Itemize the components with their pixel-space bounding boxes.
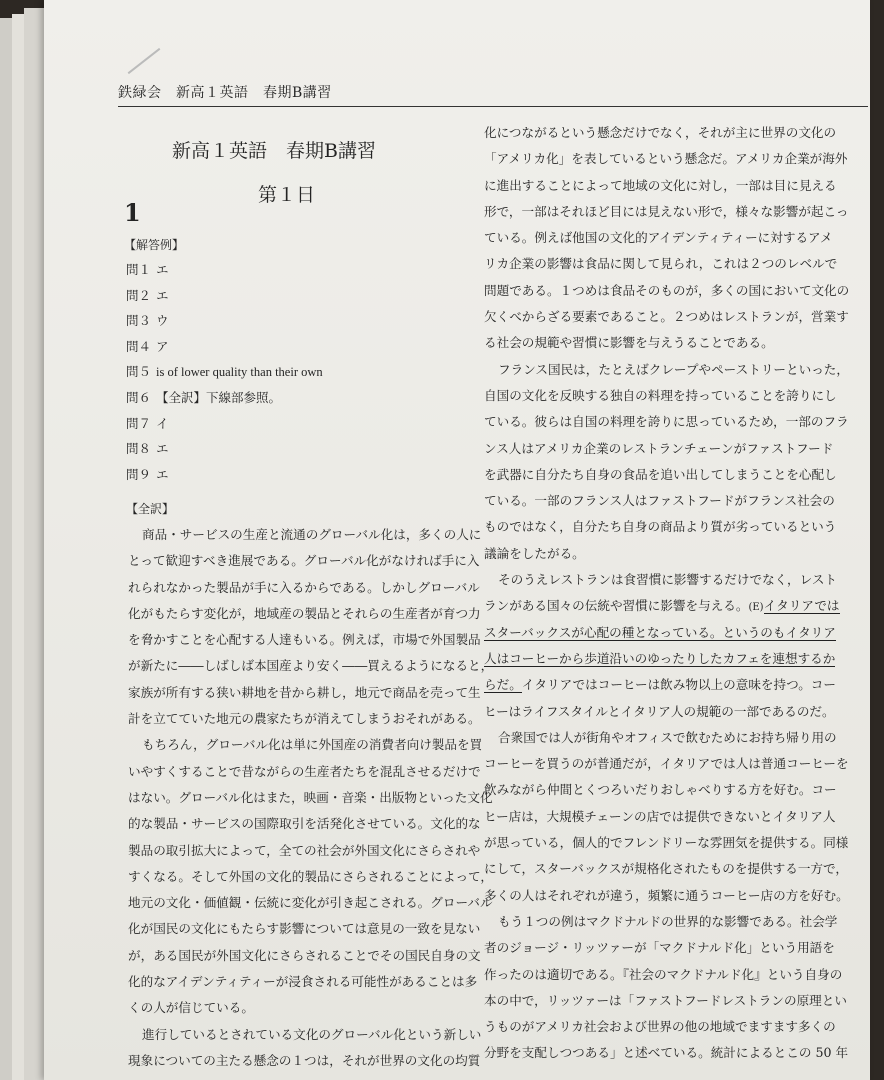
text-line: ヒーはライフスタイルとイタリア人の規範の一部であるのだ。 [484, 703, 835, 719]
text-line: 化がもたらす変化が，地域産の製品とそれらの生産者が育つ力 [128, 605, 481, 621]
text-line: を武器に自分たち自身の食品を追い出してしまうことを心配し [484, 466, 837, 482]
text-line: 進行しているとされている文化のグローバル化という新しい [142, 1026, 482, 1042]
text-line: フランス国民は，たとえばクレープやペーストリーといった， [498, 361, 849, 377]
text-line: にして，スターバックスが規格化されたものを提供する一方で， [484, 861, 848, 877]
answer-item: 問９ エ [126, 466, 169, 482]
text-line: とって歓迎すべき進展である。グローバル化がなければ手に入 [128, 553, 480, 569]
text-line: 化につながるという懸念だけでなく，それが主に世界の文化の [484, 125, 837, 140]
text-line: 地元の文化・価値観・伝統に変化が引き起こされる。グローバル [128, 895, 493, 911]
text-line: そのうえレストランは食習慣に影響するだけでなく，レスト [498, 572, 838, 588]
day-heading: 第１日 [258, 184, 316, 206]
text-line: に進出することによって地域の文化に対し，一部は目に見える [484, 177, 837, 193]
text-line: ものではなく，自分たち自身の商品より質が劣っているという [484, 519, 837, 535]
answer-item: 問７ イ [126, 415, 169, 431]
text-line: ヒー店は，大規模チェーンの店では提供できないとイタリア人 [484, 808, 836, 824]
section-number: 1 [124, 198, 141, 227]
text-line: 作ったのは適切である。『社会のマクドナルド化』という自身の [484, 966, 843, 982]
text-line: ている。一部のフランス人はファストフードがフランス社会の [484, 493, 835, 509]
text-line: 多くの人はそれぞれが違う，頻繁に通うコーヒー店の方を好む。 [484, 887, 849, 903]
text-line: 「アメリカ化」を表しているという懸念だ。アメリカ企業が海外 [484, 151, 848, 167]
text-line: が新たに――しばしば本国産より安く――買えるようになると， [128, 658, 494, 674]
text-line: リカ企業の影響は食品に関して見られ，これは２つのレベルで [484, 256, 838, 272]
text-line: 議論をしたがる。 [484, 545, 585, 561]
text-line: 化的なアイデンティティーが浸食される可能性があることは多 [128, 974, 478, 990]
answer-item: 問６ 【全訳】下線部参照。 [126, 389, 282, 405]
text-line: 問題である。１つめは食品そのものが，多くの国において文化の [484, 282, 850, 298]
document-page [44, 0, 870, 1080]
text-line: 商品・サービスの生産と流通のグローバル化は，多くの人に [142, 527, 482, 542]
text-line [484, 620, 866, 646]
text-line: 分野を支配しつつある」と述べている。統計によるとこの 50 年 [484, 1045, 849, 1061]
text-line: 飲みながら仲間とくつろいだりおしゃべりする方を好む。コー [484, 782, 837, 798]
text-line: 合衆国では人が街角やオフィスで飲むためにお持ち帰り用の [498, 729, 837, 745]
text-line: ている。例えば他国の文化的アイデンティティーに対するアメ [484, 230, 833, 246]
text-line: もちろん，グローバル化は単に外国産の消費者向け製品を買 [142, 737, 483, 753]
text-line: が思っている，個人的でフレンドリーな雰囲気を提供する。同様 [484, 835, 849, 851]
text-line: いやすくすることで昔ながらの生産者たちを混乱させるだけで [128, 763, 481, 779]
text-line: 自国の文化を反映する独自の料理を持っていることを誇りにし [484, 387, 837, 403]
answer-item: 問５ is of lower quality than their own [126, 364, 323, 380]
answer-item: 問１ エ [126, 262, 169, 277]
text-line: 欠くべからざる要素であること。２つめはレストランが，営業す [484, 309, 849, 325]
text-line: 計を立てていた地元の農家たちが消えてしまうおそれがある。 [128, 711, 481, 727]
text-line: ンス人はアメリカ企業のレストランチェーンがファストフード [484, 440, 834, 456]
underlined-text: イタリアでは [763, 598, 840, 614]
text-line: が，ある国民が外国文化にさらされることでその国民自身の文 [128, 947, 481, 963]
answer-list [126, 260, 323, 490]
answer-label: 【解答例】 [124, 238, 185, 252]
text-line: 製品の取引拡大によって，全ての社会が外国文化にさらされや [128, 842, 481, 858]
answer-item: 問８ エ [126, 441, 169, 457]
text-line: れられなかった製品が手に入るからである。しかしグローバル [128, 579, 480, 595]
text-line: 現象についての主たる懸念の１つは，それが世界の文化の均質 [128, 1052, 481, 1068]
text-line: 的な製品・サービスの国際取引を活発化させている。文化的な [128, 816, 481, 832]
underlined-text: らだ。 [484, 677, 522, 693]
right-column-text [484, 120, 866, 1067]
answer-item: 問４ ア [126, 338, 169, 354]
answer-item: 問２ エ [126, 287, 169, 303]
text-line: 家族が所有する狭い耕地を昔から耕し，地元で商品を売って生 [128, 684, 481, 700]
text-line: 形で，一部はそれほど目には見えない形で，様々な影響が起こっ [484, 203, 849, 219]
left-column-text [128, 522, 504, 1074]
header-text: 鉄緑会 新高１英語 春期B講習 [118, 85, 332, 101]
text-line: 化が国民の文化にもたらす影響については意見の一致を見ない [128, 921, 481, 937]
text-line: コーヒーを買うのが普通だが，イタリアでは人は普通コーヒーを [484, 756, 849, 772]
text-line [484, 646, 866, 672]
underline-marker: (E) [748, 602, 764, 614]
text-line: を脅かすことを心配する人達もいる。例えば，市場で外国製品 [128, 632, 481, 648]
translation-label: 【全訳】 [126, 502, 175, 516]
text-line: ている。彼らは自国の料理を誇りに思っているため，一部のフラ [484, 414, 849, 430]
text-line: もう１つの例はマクドナルドの世界的な影響である。社会学 [498, 913, 838, 929]
underlined-text: 人はコーヒーから歩道沿いのゆったりしたカフェを連想するか [484, 650, 836, 666]
text-line: すくなる。そして外国の文化的製品にさらされることによって， [128, 868, 493, 884]
text-line: ランがある国々の伝統や習慣に影響を与える。(E)イタリアでは [484, 598, 840, 614]
page-header [118, 78, 868, 107]
page-fold-mark [128, 48, 161, 74]
text-line: 者のジョージ・リッツァーが「マクドナルド化」という用語を [484, 940, 835, 956]
answer-item: 問３ ウ [126, 313, 169, 329]
text-line: 本の中で，リッツァーは「ファストフードレストランの原理とい [484, 992, 847, 1008]
document-title: 新高１英語 春期B講習 [172, 140, 376, 162]
text-line: る社会の規範や習慣に影響を与えうることである。 [484, 335, 774, 351]
underlined-text: スターバックスが心配の種となっている。というのもイタリア [484, 624, 836, 640]
text-line: うものがアメリカ社会および世界の他の地域でますます多くの [484, 1019, 836, 1035]
text-line: くの人が信じている。 [128, 1000, 254, 1016]
text-line: はない。グローバル化はまた，映画・音楽・出版物といった文化 [128, 789, 493, 805]
text-line: らだ。イタリアではコーヒーは飲み物以上の意味を持つ。コー [484, 677, 836, 693]
